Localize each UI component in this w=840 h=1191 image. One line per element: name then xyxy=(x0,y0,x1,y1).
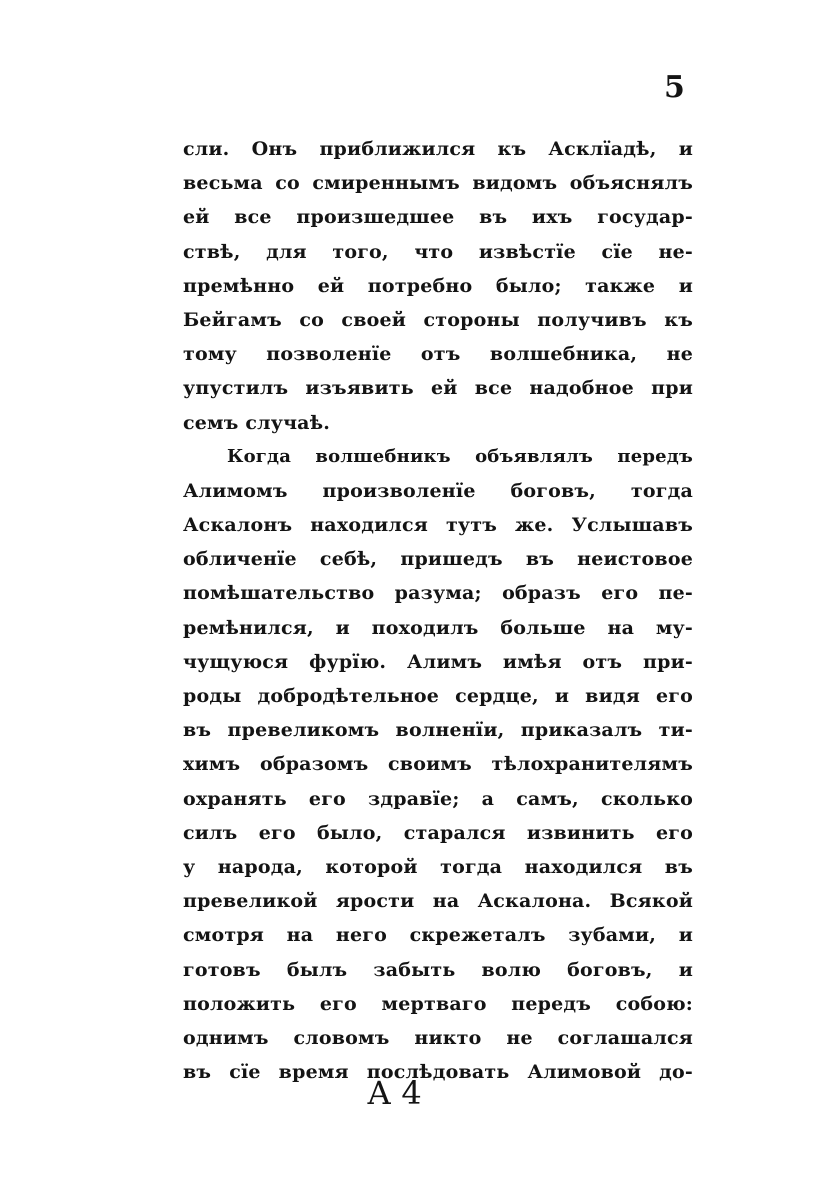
text-line: весьма со смиреннымъ видомъ объяснялъ xyxy=(183,172,693,195)
text-line: ей все произшедшее въ ихъ государ- xyxy=(183,206,693,229)
text-line: охранять его здравїе; а самъ, сколько xyxy=(183,787,693,810)
text-line: превеликой ярости на Аскалона. Всякой xyxy=(183,890,693,913)
text-line: роды добродѣтельное сердце, и видя его xyxy=(183,685,693,707)
text-line: положить его мертваго передъ собою: xyxy=(183,992,693,1015)
printer-signature-mark: А 4 xyxy=(367,1074,422,1112)
text-line: готовъ былъ забыть волю боговъ, и xyxy=(183,958,693,981)
text-line: сли. Онъ приближился къ Асклїадѣ, и xyxy=(183,138,693,160)
text-line: тому позволенїе отъ волшебника, не xyxy=(183,343,693,366)
paragraph-end-line: семъ случаѣ. xyxy=(183,411,331,434)
text-line: чущуюся фурїю. Алимъ имѣя отъ при- xyxy=(183,650,693,673)
body-text xyxy=(183,132,693,1089)
paragraph-start-line: Когда волшебникъ объявлялъ передъ xyxy=(227,445,693,467)
text-line: въ превеликомъ волненїи, приказалъ ти- xyxy=(183,719,693,742)
text-line: помѣшательство разума; образъ его пе- xyxy=(183,582,693,605)
text-line: премѣнно ей потребно было; также и xyxy=(183,274,693,297)
text-line: смотря на него скрежеталъ зубами, и xyxy=(183,924,693,947)
text-line: ремѣнился, и походилъ больше на му- xyxy=(183,616,693,639)
text-line: обличенїе себѣ, пришедъ въ неистовое xyxy=(183,548,693,571)
text-line: ствѣ, для того, что извѣстїе сїе не- xyxy=(183,240,693,263)
text-line: силъ его было, старался извинить его xyxy=(183,821,693,844)
text-line: въ сїе время послѣдовать Алимовой до- xyxy=(183,1061,693,1084)
text-line: Алимомъ произволенїе боговъ, тогда xyxy=(183,479,693,502)
text-line: химъ образомъ своимъ тѣлохранителямъ xyxy=(183,753,693,776)
text-line: Бейгамъ со своей стороны получивъ къ xyxy=(183,308,693,331)
page-number: 5 xyxy=(664,70,685,105)
text-line: Аскалонъ находился тутъ же. Услышавъ xyxy=(183,514,693,537)
text-line: однимъ словомъ никто не соглашался xyxy=(183,1026,693,1049)
text-line: у народа, которой тогда находился въ xyxy=(183,855,693,878)
text-line: упустилъ изъявить ей все надобное при xyxy=(183,377,693,400)
